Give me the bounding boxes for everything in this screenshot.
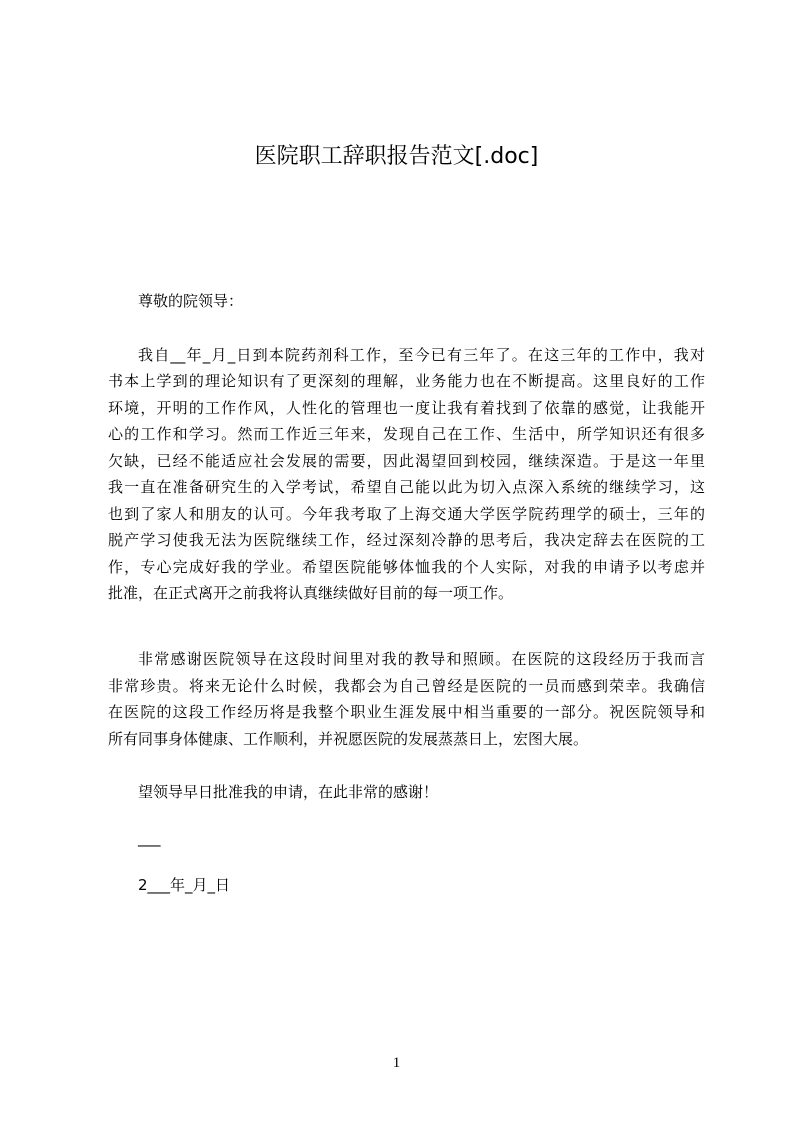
- paragraph-line: 作，专心完成好我的学业。希望医院能够体恤我的个人实际，对我的申请予以考虑并: [108, 558, 705, 576]
- paragraph-line: 心的工作和学习。然而工作近三年来，发现自己在工作、生活中，所学知识还有很多: [108, 425, 705, 443]
- paragraph-line: 非常珍贵。将来无论什么时候，我都会为自己曾经是医院的一员而感到荣幸。我确信: [108, 677, 705, 695]
- paragraph-line: 在医院的这段工作经历将是我整个职业生涯发展中相当重要的一部分。祝医院领导和: [108, 703, 705, 721]
- paragraph-line: 所有同事身体健康、工作顺利，并祝愿医院的发展蒸蒸日上，宏图大展。: [108, 730, 589, 748]
- salutation: 尊敬的院领导：: [138, 292, 244, 310]
- paragraph-line: 欠缺，已经不能适应社会发展的需要，因此渴望回到校园，继续深造。于是这一年里: [108, 452, 705, 470]
- closing-line: 望领导早日批准我的申请，在此非常的感谢！: [138, 783, 439, 801]
- document-title: 医院职工辞职报告范文[.doc]: [254, 144, 539, 169]
- date-line: 2___年_月_日: [138, 876, 231, 894]
- paragraph-line: 批准，在正式离开之前我将认真继续做好目前的每一项工作。: [108, 584, 514, 602]
- paragraph-line: 环境，开明的工作作风，人性化的管理也一度让我有着找到了依靠的感觉，让我能开: [108, 399, 705, 417]
- page-number: 1: [392, 1055, 401, 1071]
- paragraph-line: 我自__年_月_日到本院药剂科工作，至今已有三年了。在这三年的工作中，我对: [138, 346, 705, 364]
- paragraph-line: 非常感谢医院领导在这段时间里对我的教导和照顾。在医院的这段经历于我而言: [138, 650, 705, 668]
- paragraph-line: 也到了家人和朋友的认可。今年我考取了上海交通大学医学院药理学的硕士，三年的: [108, 505, 705, 523]
- paragraph-line: 我一直在准备研究生的入学考试，希望自己能以此为切入点深入系统的继续学习，这: [108, 478, 705, 496]
- paragraph-line: 书本上学到的理论知识有了更深刻的理解，业务能力也在不断提高。这里良好的工作: [108, 372, 705, 390]
- paragraph-line: 脱产学习使我无法为医院继续工作，经过深刻冷静的思考后，我决定辞去在医院的工: [108, 531, 705, 549]
- signature-blank: ___: [138, 829, 161, 847]
